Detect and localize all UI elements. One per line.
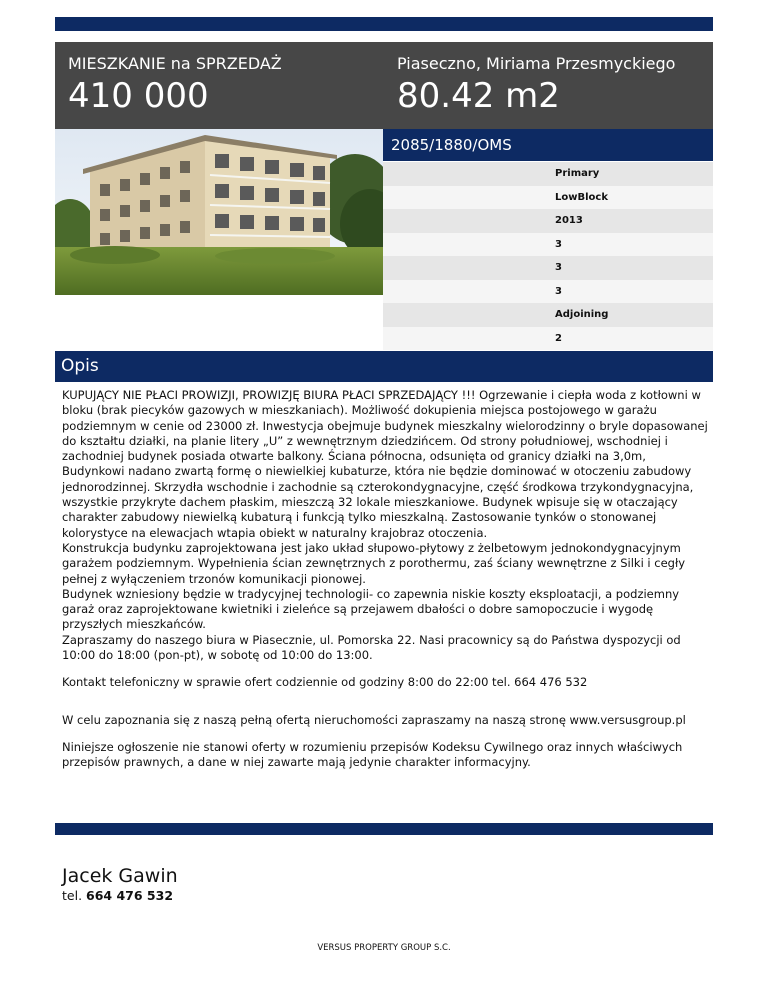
description-paragraph: KUPUJĄCY NIE PŁACI PROWIZJI, PROWIZJĘ BIURA PŁACI SPRZEDAJĄCY !!! Ogrzewanie i ciepła woda z kotłowni w bloku (brak piecyków gazowych w mieszkaniach). Możliwość dokupienia miejsca postojowego w garażu podziemnym w cenie od 23000 zł. Inwestycja obejmuje budynek mieszkalny wielorodzinny o bryle dopasowanej do kształtu działki, na planie litery „U” z wewnętrznym dziedzińcem. Od strony południowej, wschodniej i zachodniej budynek posiada otwarte balkony. Ściana północna, odsunięta od granicy działki na 3,0m, (62, 388, 708, 464)
attribute-row (383, 162, 713, 186)
description-paragraph: Budynkowi nadano zwartą formę o niewielkiej kubaturze, która nie będzie dominować w otoczeniu zabudowy jednorodzinnej. Skrzydła wschodnie i zachodnie są czterokondygnacyjne, część środkowa trzykondygnacyjna, wszystkie przykryte dachem płaskim, mieszczą 32 lokale mieszkaniowe. Budynek wpisuje się w otaczający charakter zabudowy niewielką kubaturą i funkcją tylko mieszkalną. Zastosowanie tynków o stonowanej kolorystyce na elewacjach wtapia obiekt w naturalny krajobraz otoczenia. (62, 464, 694, 540)
attributes-list (383, 162, 713, 350)
attribute-row (383, 303, 713, 327)
building-photo (55, 129, 383, 295)
agent-name: Jacek Gawin (62, 865, 178, 887)
attribute-value: 2 (555, 332, 562, 344)
header-left (68, 54, 282, 116)
footer-company: VERSUS PROPERTY GROUP S.C. (317, 943, 451, 953)
attribute-row (383, 280, 713, 304)
offer-code: 2085/1880/OMS (391, 136, 512, 154)
agent-phone (62, 888, 178, 904)
building-illustration (55, 129, 383, 295)
attribute-value: 3 (555, 262, 562, 273)
description (62, 388, 710, 771)
property-type-label: MIESZKANIE na SPRZEDAŻ (68, 54, 282, 73)
agent-info (62, 864, 178, 904)
top-accent-bar (55, 17, 713, 31)
separator-bar (55, 823, 713, 835)
attribute-row (383, 186, 713, 210)
website-line: W celu zapoznania się z naszą pełną ofertą nieruchomości zapraszamy na naszą stronę www.versusgroup.pl (62, 712, 686, 727)
offer-code-bar (383, 129, 713, 161)
attribute-row (383, 233, 713, 257)
listing-header (55, 42, 713, 129)
attribute-row (383, 256, 713, 280)
description-paragraph: Zapraszamy do naszego biura w Piasecznie, ul. Pomorska 22. Nasi pracownicy są do Państwa dyspozycji od 10:00 do 18:00 (pon-pt), w sobotę od 10:00 do 13:00. (62, 632, 681, 663)
description-paragraph: Konstrukcja budynku zaprojektowana jest jako układ słupowo-płytowy z żelbetowym jednokondygnacyjnym garażem podziemnym. Wypełnienia ścian zewnętrznych z porothermu, zaś ściany wewnętrzne z Silki i cegły pełnej z wyłączeniem trzonów komunikacji pionowej. (62, 540, 686, 586)
header-right (397, 54, 675, 116)
attribute-value: Adjoining (555, 309, 609, 320)
area: 80.42 m2 (397, 76, 560, 116)
price: 410 000 (68, 76, 209, 116)
agent-phone-label: tel. (62, 888, 83, 903)
section-title: Opis (61, 356, 99, 376)
description-paragraph: Budynek wzniesiony będzie w tradycyjnej technologii- co zapewnia niskie koszty eksploatacji, a podziemny garaż oraz zaprojektowane kwietniki i zieleńce są przejawem dbałości o dobre samopoczucie i wygodę przyszłych mieszkańców. (62, 586, 680, 632)
attribute-value: 2013 (555, 215, 583, 226)
disclaimer: Niniejsze ogłoszenie nie stanowi oferty w rozumieniu przepisów Kodeksu Cywilnego oraz innych właściwych przepisów prawnych, a dane w niej zawarte mają jedynie charakter informacyjny. (62, 739, 683, 770)
attribute-row (383, 209, 713, 233)
attribute-value: Primary (555, 168, 600, 179)
attribute-value: 3 (555, 238, 562, 250)
agent-phone-number: 664 476 532 (86, 888, 174, 903)
section-title-bar (55, 351, 713, 382)
attribute-row (383, 327, 713, 351)
contact-line: Kontakt telefoniczny w sprawie ofert codziennie od godziny 8:00 do 22:00 tel. 664 476 532 (62, 675, 588, 690)
attribute-value: LowBlock (555, 191, 608, 203)
location-label: Piaseczno, Miriama Przesmyckiego (397, 54, 676, 73)
attribute-value: 3 (555, 285, 562, 297)
